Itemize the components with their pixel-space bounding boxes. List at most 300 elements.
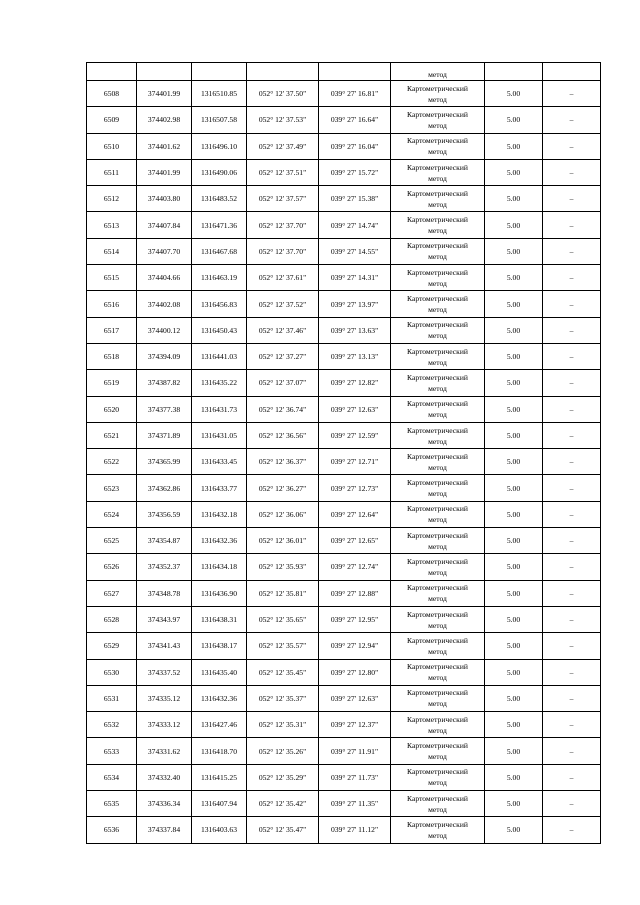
method-text-line: метод xyxy=(428,278,447,288)
method-text-line: Картометрический xyxy=(407,267,468,277)
x-coordinate-cell: 374352.37 xyxy=(137,554,192,580)
table-row xyxy=(87,422,601,448)
latitude-cell: 052° 12' 35.42" xyxy=(247,791,319,817)
method-cell xyxy=(391,712,485,738)
method-text-line: метод xyxy=(428,699,447,709)
method-text-line: Картометрический xyxy=(407,688,468,698)
point-number-cell: 6530 xyxy=(87,659,137,685)
latitude-cell: 052° 12' 36.01" xyxy=(247,528,319,554)
method-text-line: Картометрический xyxy=(407,583,468,593)
latitude-cell: 052° 12' 37.51" xyxy=(247,159,319,185)
latitude-cell: 052° 12' 35.31" xyxy=(247,712,319,738)
x-coordinate-cell: 374365.99 xyxy=(137,449,192,475)
x-coordinate-cell: 374362.86 xyxy=(137,475,192,501)
method-text-line: метод xyxy=(428,199,447,209)
y-coordinate-cell: 1316435.40 xyxy=(192,659,247,685)
method-text-line: метод xyxy=(428,567,447,577)
point-number-cell: 6514 xyxy=(87,238,137,264)
note-cell: – xyxy=(543,238,601,264)
y-coordinate-cell: 1316483.52 xyxy=(192,186,247,212)
note-cell: – xyxy=(543,265,601,291)
method-text-line: метод xyxy=(428,620,447,630)
longitude-cell: 039° 27' 11.73" xyxy=(319,764,391,790)
x-coordinate-cell: 374404.66 xyxy=(137,265,192,291)
method-cell xyxy=(391,528,485,554)
note-cell: – xyxy=(543,159,601,185)
note-cell: – xyxy=(543,685,601,711)
accuracy-cell: 5.00 xyxy=(485,633,543,659)
method-text-line: Картометрический xyxy=(407,188,468,198)
table-row xyxy=(87,343,601,369)
method-cell xyxy=(391,212,485,238)
latitude-cell: 052° 12' 37.07" xyxy=(247,370,319,396)
method-cell xyxy=(391,238,485,264)
table-row xyxy=(87,370,601,396)
latitude-cell: 052° 12' 37.46" xyxy=(247,317,319,343)
x-coordinate-cell: 374402.98 xyxy=(137,107,192,133)
method-cell xyxy=(391,817,485,843)
method-text-line: Картометрический xyxy=(407,609,468,619)
method-cell xyxy=(391,633,485,659)
latitude-cell: 052° 12' 35.81" xyxy=(247,580,319,606)
x-coordinate-cell: 374403.80 xyxy=(137,186,192,212)
y-coordinate-cell: 1316431.73 xyxy=(192,396,247,422)
accuracy-cell: 5.00 xyxy=(485,685,543,711)
latitude-cell: 052° 12' 37.52" xyxy=(247,291,319,317)
accuracy-cell: 5.00 xyxy=(485,501,543,527)
x-coordinate-cell: 374337.84 xyxy=(137,817,192,843)
point-number-cell: 6534 xyxy=(87,764,137,790)
longitude-cell: 039° 27' 15.38" xyxy=(319,186,391,212)
x-coordinate-cell: 374387.82 xyxy=(137,370,192,396)
x-coordinate-cell: 374401.99 xyxy=(137,81,192,107)
method-text-line: метод xyxy=(428,173,447,183)
x-coordinate-cell: 374348.78 xyxy=(137,580,192,606)
accuracy-cell: 5.00 xyxy=(485,764,543,790)
longitude-cell: 039° 27' 12.64" xyxy=(319,501,391,527)
method-text-line: метод xyxy=(428,383,447,393)
note-cell: – xyxy=(543,633,601,659)
x-coordinate-cell: 374335.12 xyxy=(137,685,192,711)
method-text-line: Картометрический xyxy=(407,741,468,751)
longitude-cell: 039° 27' 12.73" xyxy=(319,475,391,501)
method-text-line: Картометрический xyxy=(407,504,468,514)
table-row xyxy=(87,81,601,107)
point-number-cell: 6518 xyxy=(87,343,137,369)
note-cell: – xyxy=(543,186,601,212)
method-text-line: метод xyxy=(428,752,447,762)
accuracy-cell: 5.00 xyxy=(485,659,543,685)
note-cell: – xyxy=(543,81,601,107)
latitude-cell: 052° 12' 35.57" xyxy=(247,633,319,659)
point-number-cell: 6508 xyxy=(87,81,137,107)
latitude-cell: 052° 12' 35.29" xyxy=(247,764,319,790)
note-cell: – xyxy=(543,791,601,817)
point-number-cell: 6510 xyxy=(87,133,137,159)
method-cell xyxy=(391,554,485,580)
latitude-cell: 052° 12' 35.26" xyxy=(247,738,319,764)
note-cell: – xyxy=(543,475,601,501)
method-text-line: метод xyxy=(428,331,447,341)
point-number-cell: 6529 xyxy=(87,633,137,659)
method-text-line: Картометрический xyxy=(407,83,468,93)
method-text-line: метод xyxy=(428,436,447,446)
method-text-line: Картометрический xyxy=(407,399,468,409)
table-row xyxy=(87,212,601,238)
method-cell xyxy=(391,791,485,817)
y-coordinate-cell: 1316438.31 xyxy=(192,606,247,632)
method-text-line: метод xyxy=(428,120,447,130)
x-coordinate-cell: 374407.84 xyxy=(137,212,192,238)
x-coordinate-cell: 374371.89 xyxy=(137,422,192,448)
accuracy-cell: 5.00 xyxy=(485,265,543,291)
y-coordinate-cell: 1316433.45 xyxy=(192,449,247,475)
document-page xyxy=(86,62,600,844)
table-row xyxy=(87,238,601,264)
method-text-line: Картометрический xyxy=(407,215,468,225)
latitude-cell: 052° 12' 36.37" xyxy=(247,449,319,475)
method-text-line: метод xyxy=(428,673,447,683)
latitude-cell: 052° 12' 37.70" xyxy=(247,238,319,264)
y-coordinate-cell: 1316435.22 xyxy=(192,370,247,396)
method-cell xyxy=(391,685,485,711)
longitude-cell: 039° 27' 12.59" xyxy=(319,422,391,448)
note-cell: – xyxy=(543,712,601,738)
point-number-cell: 6525 xyxy=(87,528,137,554)
accuracy-cell: 5.00 xyxy=(485,186,543,212)
y-coordinate-cell: 1316433.77 xyxy=(192,475,247,501)
note-cell: – xyxy=(543,422,601,448)
method-cell xyxy=(391,159,485,185)
latitude-cell: 052° 12' 37.57" xyxy=(247,186,319,212)
table-row xyxy=(87,159,601,185)
point-number-cell: 6519 xyxy=(87,370,137,396)
method-text-line: Картометрический xyxy=(407,530,468,540)
point-number-cell: 6532 xyxy=(87,712,137,738)
method-text-line: Картометрический xyxy=(407,162,468,172)
method-text-line: Картометрический xyxy=(407,451,468,461)
table-row xyxy=(87,738,601,764)
latitude-cell: 052° 12' 35.45" xyxy=(247,659,319,685)
note-cell: – xyxy=(543,606,601,632)
method-text-line: Картометрический xyxy=(407,109,468,119)
latitude-cell: 052° 12' 37.70" xyxy=(247,212,319,238)
point-number-cell: 6526 xyxy=(87,554,137,580)
method-text-line: Картометрический xyxy=(407,662,468,672)
accuracy-cell: 5.00 xyxy=(485,107,543,133)
method-text-line: метод xyxy=(428,305,447,315)
table-row xyxy=(87,659,601,685)
longitude-cell: 039° 27' 12.74" xyxy=(319,554,391,580)
method-text-line: Картометрический xyxy=(407,478,468,488)
longitude-cell: 039° 27' 13.13" xyxy=(319,343,391,369)
method-cell xyxy=(391,475,485,501)
point-number-cell: 6527 xyxy=(87,580,137,606)
method-cell xyxy=(391,317,485,343)
method-text-line: Картометрический xyxy=(407,556,468,566)
longitude-cell: 039° 27' 12.65" xyxy=(319,528,391,554)
longitude-cell: 039° 27' 15.72" xyxy=(319,159,391,185)
accuracy-cell: 5.00 xyxy=(485,738,543,764)
method-text-line: метод xyxy=(428,646,447,656)
method-text-line: метод xyxy=(428,778,447,788)
table-row xyxy=(87,791,601,817)
point-number-cell: 6531 xyxy=(87,685,137,711)
method-text-line: Картометрический xyxy=(407,425,468,435)
note-cell: – xyxy=(543,133,601,159)
method-cell xyxy=(391,422,485,448)
table-row xyxy=(87,449,601,475)
longitude-cell: 039° 27' 16.64" xyxy=(319,107,391,133)
y-coordinate-cell: 1316427.46 xyxy=(192,712,247,738)
point-number-cell: 6523 xyxy=(87,475,137,501)
note-cell: – xyxy=(543,738,601,764)
method-cell xyxy=(391,580,485,606)
note-cell: – xyxy=(543,501,601,527)
method-text-line: Картометрический xyxy=(407,241,468,251)
method-cell xyxy=(391,265,485,291)
y-coordinate-cell: 1316510.85 xyxy=(192,81,247,107)
method-text-line: Картометрический xyxy=(407,635,468,645)
point-number-cell: 6516 xyxy=(87,291,137,317)
method-text-line: метод xyxy=(428,252,447,262)
table-row xyxy=(87,817,601,843)
accuracy-cell: 5.00 xyxy=(485,817,543,843)
accuracy-cell: 5.00 xyxy=(485,606,543,632)
x-coordinate-cell: 374337.52 xyxy=(137,659,192,685)
table-row xyxy=(87,606,601,632)
accuracy-cell: 5.00 xyxy=(485,291,543,317)
accuracy-cell: 5.00 xyxy=(485,528,543,554)
method-text-line: Картометрический xyxy=(407,136,468,146)
latitude-cell: 052° 12' 37.49" xyxy=(247,133,319,159)
note-cell: – xyxy=(543,291,601,317)
method-cell xyxy=(391,133,485,159)
latitude-cell: 052° 12' 36.27" xyxy=(247,475,319,501)
method-text-line: метод xyxy=(428,489,447,499)
note-cell: – xyxy=(543,370,601,396)
longitude-cell: 039° 27' 12.80" xyxy=(319,659,391,685)
method-cell xyxy=(391,370,485,396)
accuracy-cell: 5.00 xyxy=(485,712,543,738)
table-row xyxy=(87,633,601,659)
table-row xyxy=(87,554,601,580)
x-coordinate-cell: 374401.99 xyxy=(137,159,192,185)
method-cell xyxy=(391,343,485,369)
accuracy-cell: 5.00 xyxy=(485,317,543,343)
coordinates-table xyxy=(86,62,601,844)
x-coordinate-cell: 374354.87 xyxy=(137,528,192,554)
latitude-cell: 052° 12' 37.61" xyxy=(247,265,319,291)
method-text-line: метод xyxy=(428,226,447,236)
table-row xyxy=(87,396,601,422)
note-cell: – xyxy=(543,343,601,369)
point-number-cell: 6528 xyxy=(87,606,137,632)
y-coordinate-cell: 1316431.05 xyxy=(192,422,247,448)
table-row xyxy=(87,685,601,711)
table-row xyxy=(87,133,601,159)
method-text-line: Картометрический xyxy=(407,294,468,304)
method-cell xyxy=(391,449,485,475)
method-text-line: метод xyxy=(428,830,447,840)
table-row xyxy=(87,291,601,317)
longitude-cell: 039° 27' 16.81" xyxy=(319,81,391,107)
y-coordinate-cell: 1316438.17 xyxy=(192,633,247,659)
method-text-line: метод xyxy=(428,541,447,551)
accuracy-cell: 5.00 xyxy=(485,133,543,159)
y-coordinate-cell: 1316467.68 xyxy=(192,238,247,264)
latitude-cell: 052° 12' 35.93" xyxy=(247,554,319,580)
longitude-cell: 039° 27' 12.88" xyxy=(319,580,391,606)
y-coordinate-cell: 1316471.36 xyxy=(192,212,247,238)
method-cell xyxy=(391,738,485,764)
y-coordinate-cell: 1316441.03 xyxy=(192,343,247,369)
method-cell xyxy=(391,501,485,527)
method-cell xyxy=(391,606,485,632)
latitude-cell: 052° 12' 35.65" xyxy=(247,606,319,632)
y-coordinate-cell: 1316415.25 xyxy=(192,764,247,790)
x-coordinate-cell: 374401.62 xyxy=(137,133,192,159)
table-row xyxy=(87,265,601,291)
y-coordinate-cell: 1316432.36 xyxy=(192,685,247,711)
accuracy-cell: 5.00 xyxy=(485,159,543,185)
latitude-cell: 052° 12' 37.50" xyxy=(247,81,319,107)
method-text-line: метод xyxy=(428,410,447,420)
longitude-cell: 039° 27' 14.55" xyxy=(319,238,391,264)
longitude-cell: 039° 27' 12.37" xyxy=(319,712,391,738)
method-text-line: метод xyxy=(428,515,447,525)
method-text-line: Картометрический xyxy=(407,320,468,330)
method-text-line: Картометрический xyxy=(407,346,468,356)
y-coordinate-cell: 1316418.70 xyxy=(192,738,247,764)
method-text-line: Картометрический xyxy=(407,819,468,829)
y-coordinate-cell: 1316490.06 xyxy=(192,159,247,185)
point-number-cell: 6520 xyxy=(87,396,137,422)
longitude-cell: 039° 27' 16.04" xyxy=(319,133,391,159)
method-text-line: Картометрический xyxy=(407,767,468,777)
point-number-cell: 6533 xyxy=(87,738,137,764)
note-cell: – xyxy=(543,449,601,475)
note-cell: – xyxy=(543,554,601,580)
table-row xyxy=(87,107,601,133)
y-coordinate-cell: 1316463.19 xyxy=(192,265,247,291)
accuracy-cell: 5.00 xyxy=(485,554,543,580)
note-cell: – xyxy=(543,817,601,843)
method-text-line: метод xyxy=(428,357,447,367)
x-coordinate-cell: 374333.12 xyxy=(137,712,192,738)
method-text-line: метод xyxy=(428,804,447,814)
accuracy-cell: 5.00 xyxy=(485,212,543,238)
note-cell: – xyxy=(543,212,601,238)
latitude-cell: 052° 12' 37.53" xyxy=(247,107,319,133)
latitude-cell: 052° 12' 36.56" xyxy=(247,422,319,448)
x-coordinate-cell: 374356.59 xyxy=(137,501,192,527)
point-number-cell: 6512 xyxy=(87,186,137,212)
method-cell xyxy=(391,186,485,212)
longitude-cell: 039° 27' 13.63" xyxy=(319,317,391,343)
x-coordinate-cell: 374331.62 xyxy=(137,738,192,764)
point-number-cell: 6522 xyxy=(87,449,137,475)
y-coordinate-cell: 1316432.36 xyxy=(192,528,247,554)
accuracy-cell: 5.00 xyxy=(485,396,543,422)
method-text-line: метод xyxy=(428,725,447,735)
longitude-cell: 039° 27' 13.97" xyxy=(319,291,391,317)
latitude-cell: 052° 12' 35.47" xyxy=(247,817,319,843)
y-coordinate-cell: 1316436.90 xyxy=(192,580,247,606)
longitude-cell: 039° 27' 12.82" xyxy=(319,370,391,396)
accuracy-cell: 5.00 xyxy=(485,238,543,264)
longitude-cell: 039° 27' 12.63" xyxy=(319,685,391,711)
latitude-cell: 052° 12' 37.27" xyxy=(247,343,319,369)
y-coordinate-cell: 1316496.10 xyxy=(192,133,247,159)
latitude-cell: 052° 12' 36.74" xyxy=(247,396,319,422)
point-number-cell: 6509 xyxy=(87,107,137,133)
longitude-cell: 039° 27' 11.12" xyxy=(319,817,391,843)
method-text-line: Картометрический xyxy=(407,714,468,724)
accuracy-cell: 5.00 xyxy=(485,81,543,107)
x-coordinate-cell: 374407.70 xyxy=(137,238,192,264)
method-cell xyxy=(391,107,485,133)
y-coordinate-cell: 1316407.94 xyxy=(192,791,247,817)
point-number-cell: 6524 xyxy=(87,501,137,527)
longitude-cell: 039° 27' 14.31" xyxy=(319,265,391,291)
table-row xyxy=(87,501,601,527)
y-coordinate-cell: 1316434.18 xyxy=(192,554,247,580)
point-number-cell: 6535 xyxy=(87,791,137,817)
accuracy-cell: 5.00 xyxy=(485,370,543,396)
note-cell: – xyxy=(543,396,601,422)
method-text-line: метод xyxy=(428,147,447,157)
method-text-line: метод xyxy=(428,462,447,472)
x-coordinate-cell: 374377.38 xyxy=(137,396,192,422)
accuracy-cell: 5.00 xyxy=(485,791,543,817)
longitude-cell: 039° 27' 12.63" xyxy=(319,396,391,422)
continuation-row xyxy=(87,63,601,81)
point-number-cell: 6517 xyxy=(87,317,137,343)
point-number-cell: 6536 xyxy=(87,817,137,843)
note-cell: – xyxy=(543,107,601,133)
method-text-line: Картометрический xyxy=(407,793,468,803)
method-cell xyxy=(391,764,485,790)
table-row xyxy=(87,186,601,212)
y-coordinate-cell: 1316507.58 xyxy=(192,107,247,133)
x-coordinate-cell: 374341.43 xyxy=(137,633,192,659)
table-row xyxy=(87,475,601,501)
table-row xyxy=(87,712,601,738)
point-number-cell: 6513 xyxy=(87,212,137,238)
latitude-cell: 052° 12' 35.37" xyxy=(247,685,319,711)
y-coordinate-cell: 1316450.43 xyxy=(192,317,247,343)
method-cell xyxy=(391,659,485,685)
method-text-line: метод xyxy=(428,594,447,604)
note-cell: – xyxy=(543,317,601,343)
accuracy-cell: 5.00 xyxy=(485,422,543,448)
longitude-cell: 039° 27' 12.71" xyxy=(319,449,391,475)
x-coordinate-cell: 374394.09 xyxy=(137,343,192,369)
accuracy-cell: 5.00 xyxy=(485,475,543,501)
latitude-cell: 052° 12' 36.06" xyxy=(247,501,319,527)
y-coordinate-cell: 1316456.83 xyxy=(192,291,247,317)
point-number-cell: 6521 xyxy=(87,422,137,448)
accuracy-cell: 5.00 xyxy=(485,580,543,606)
table-row xyxy=(87,764,601,790)
note-cell: – xyxy=(543,764,601,790)
x-coordinate-cell: 374332.40 xyxy=(137,764,192,790)
method-text-line: Картометрический xyxy=(407,372,468,382)
point-number-cell: 6515 xyxy=(87,265,137,291)
x-coordinate-cell: 374343.97 xyxy=(137,606,192,632)
x-coordinate-cell: 374400.12 xyxy=(137,317,192,343)
